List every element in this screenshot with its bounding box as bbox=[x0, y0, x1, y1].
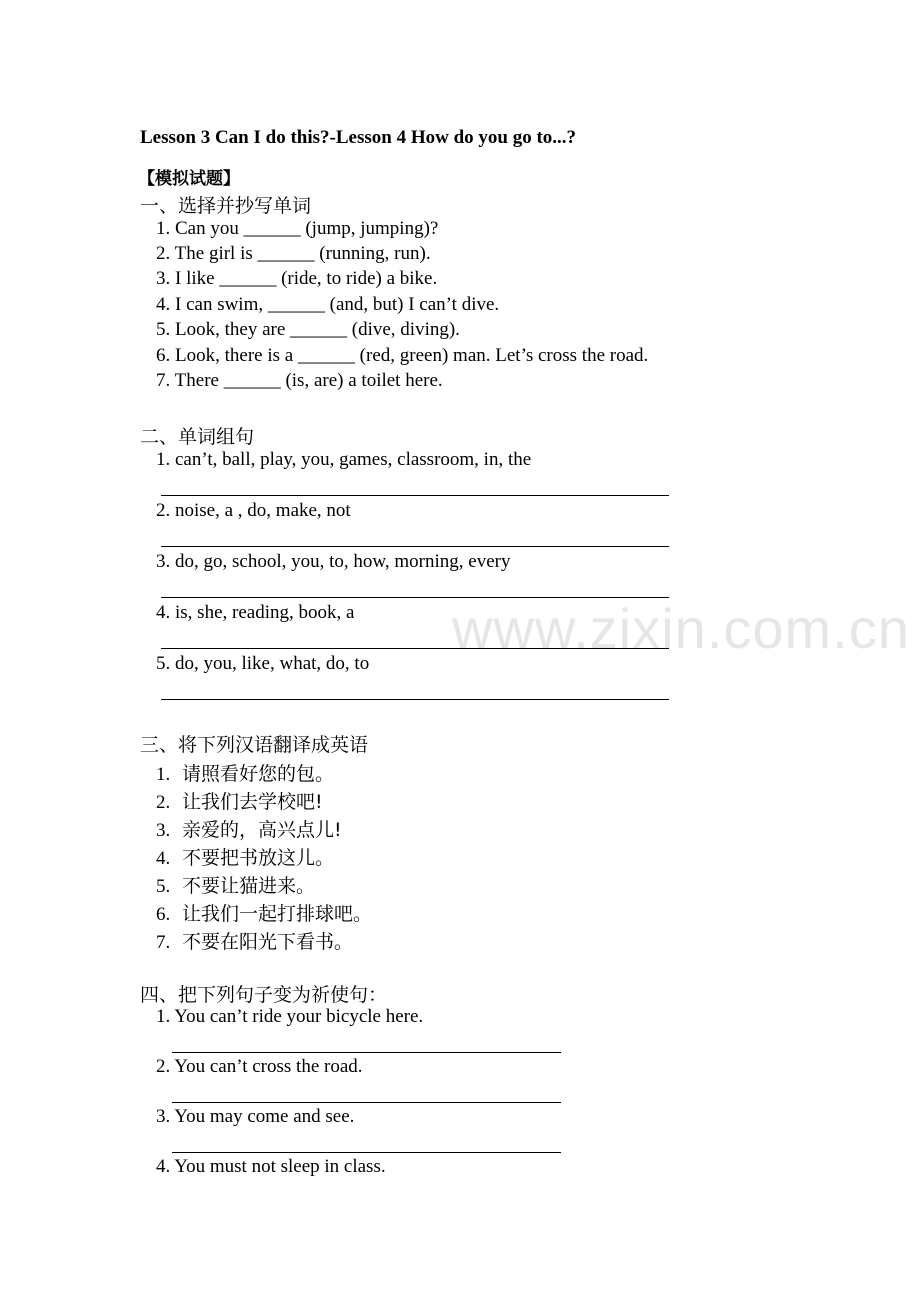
section-3-item bbox=[156, 899, 372, 926]
section-3-item bbox=[156, 843, 334, 870]
section-2-item: 1. can’t, ball, play, you, games, classroom, in, the bbox=[156, 449, 532, 470]
section-4-item: 3. You may come and see. bbox=[156, 1106, 355, 1127]
item-text: 让我们去学校吧! bbox=[182, 791, 323, 813]
section-3-item bbox=[156, 815, 342, 842]
answer-line bbox=[172, 1102, 561, 1103]
section-3-item bbox=[156, 927, 353, 954]
item-number: 5. bbox=[156, 876, 171, 897]
item-text: 请照看好您的包。 bbox=[182, 763, 335, 785]
section-1-item: 3. I like ______ (ride, to ride) a bike. bbox=[156, 268, 438, 289]
answer-line bbox=[161, 648, 669, 649]
section-4-heading: 四、把下列句子变为祈使句： bbox=[140, 984, 388, 1006]
answer-line bbox=[161, 597, 669, 598]
section-2-item: 5. do, you, like, what, do, to bbox=[156, 653, 370, 674]
section-1-item: 2. The girl is ______ (running, run). bbox=[156, 243, 431, 264]
item-number: 3. bbox=[156, 820, 171, 841]
mock-test-subheading: 【模拟试题】 bbox=[138, 169, 240, 189]
item-text: 不要在阳光下看书。 bbox=[182, 931, 354, 953]
item-number: 1. bbox=[156, 764, 171, 785]
answer-line bbox=[161, 495, 669, 496]
section-4-item: 4. You must not sleep in class. bbox=[156, 1156, 386, 1177]
item-number: 7. bbox=[156, 932, 171, 953]
answer-line bbox=[172, 1052, 561, 1053]
section-1-item: 6. Look, there is a ______ (red, green) man. Let’s cross the road. bbox=[156, 345, 649, 366]
item-text: 不要让猫进来。 bbox=[182, 875, 316, 897]
section-3-item bbox=[156, 787, 323, 814]
section-1-item: 7. There ______ (is, are) a toilet here. bbox=[156, 370, 443, 391]
section-2-item: 2. noise, a , do, make, not bbox=[156, 500, 351, 521]
watermark: www.zixin.com.cn bbox=[452, 597, 910, 660]
section-2-heading: 二、单词组句 bbox=[140, 426, 255, 448]
item-number: 6. bbox=[156, 904, 171, 925]
section-1-item: 4. I can swim, ______ (and, but) I can’t dive. bbox=[156, 294, 500, 315]
answer-line bbox=[161, 699, 669, 700]
section-4-item: 1. You can’t ride your bicycle here. bbox=[156, 1006, 424, 1027]
section-1-heading: 一、选择并抄写单词 bbox=[140, 195, 312, 217]
section-2-item: 4. is, she, reading, book, a bbox=[156, 602, 355, 623]
item-text: 让我们一起打排球吧。 bbox=[182, 903, 373, 925]
item-text: 不要把书放这儿。 bbox=[182, 847, 335, 869]
section-2-item: 3. do, go, school, you, to, how, morning, every bbox=[156, 551, 511, 572]
answer-line bbox=[161, 546, 669, 547]
answer-line bbox=[172, 1152, 561, 1153]
section-3-item bbox=[156, 871, 315, 898]
item-text: 亲爱的，高兴点儿! bbox=[182, 819, 342, 841]
section-3-heading: 三、将下列汉语翻译成英语 bbox=[140, 734, 369, 756]
page-title: Lesson 3 Can I do this?-Lesson 4 How do you go to...? bbox=[140, 127, 577, 148]
section-1-item: 5. Look, they are ______ (dive, diving). bbox=[156, 319, 460, 340]
section-4-item: 2. You can’t cross the road. bbox=[156, 1056, 363, 1077]
item-number: 2. bbox=[156, 792, 171, 813]
item-number: 4. bbox=[156, 848, 171, 869]
section-1-item: 1. Can you ______ (jump, jumping)? bbox=[156, 218, 439, 239]
section-3-item bbox=[156, 759, 334, 786]
